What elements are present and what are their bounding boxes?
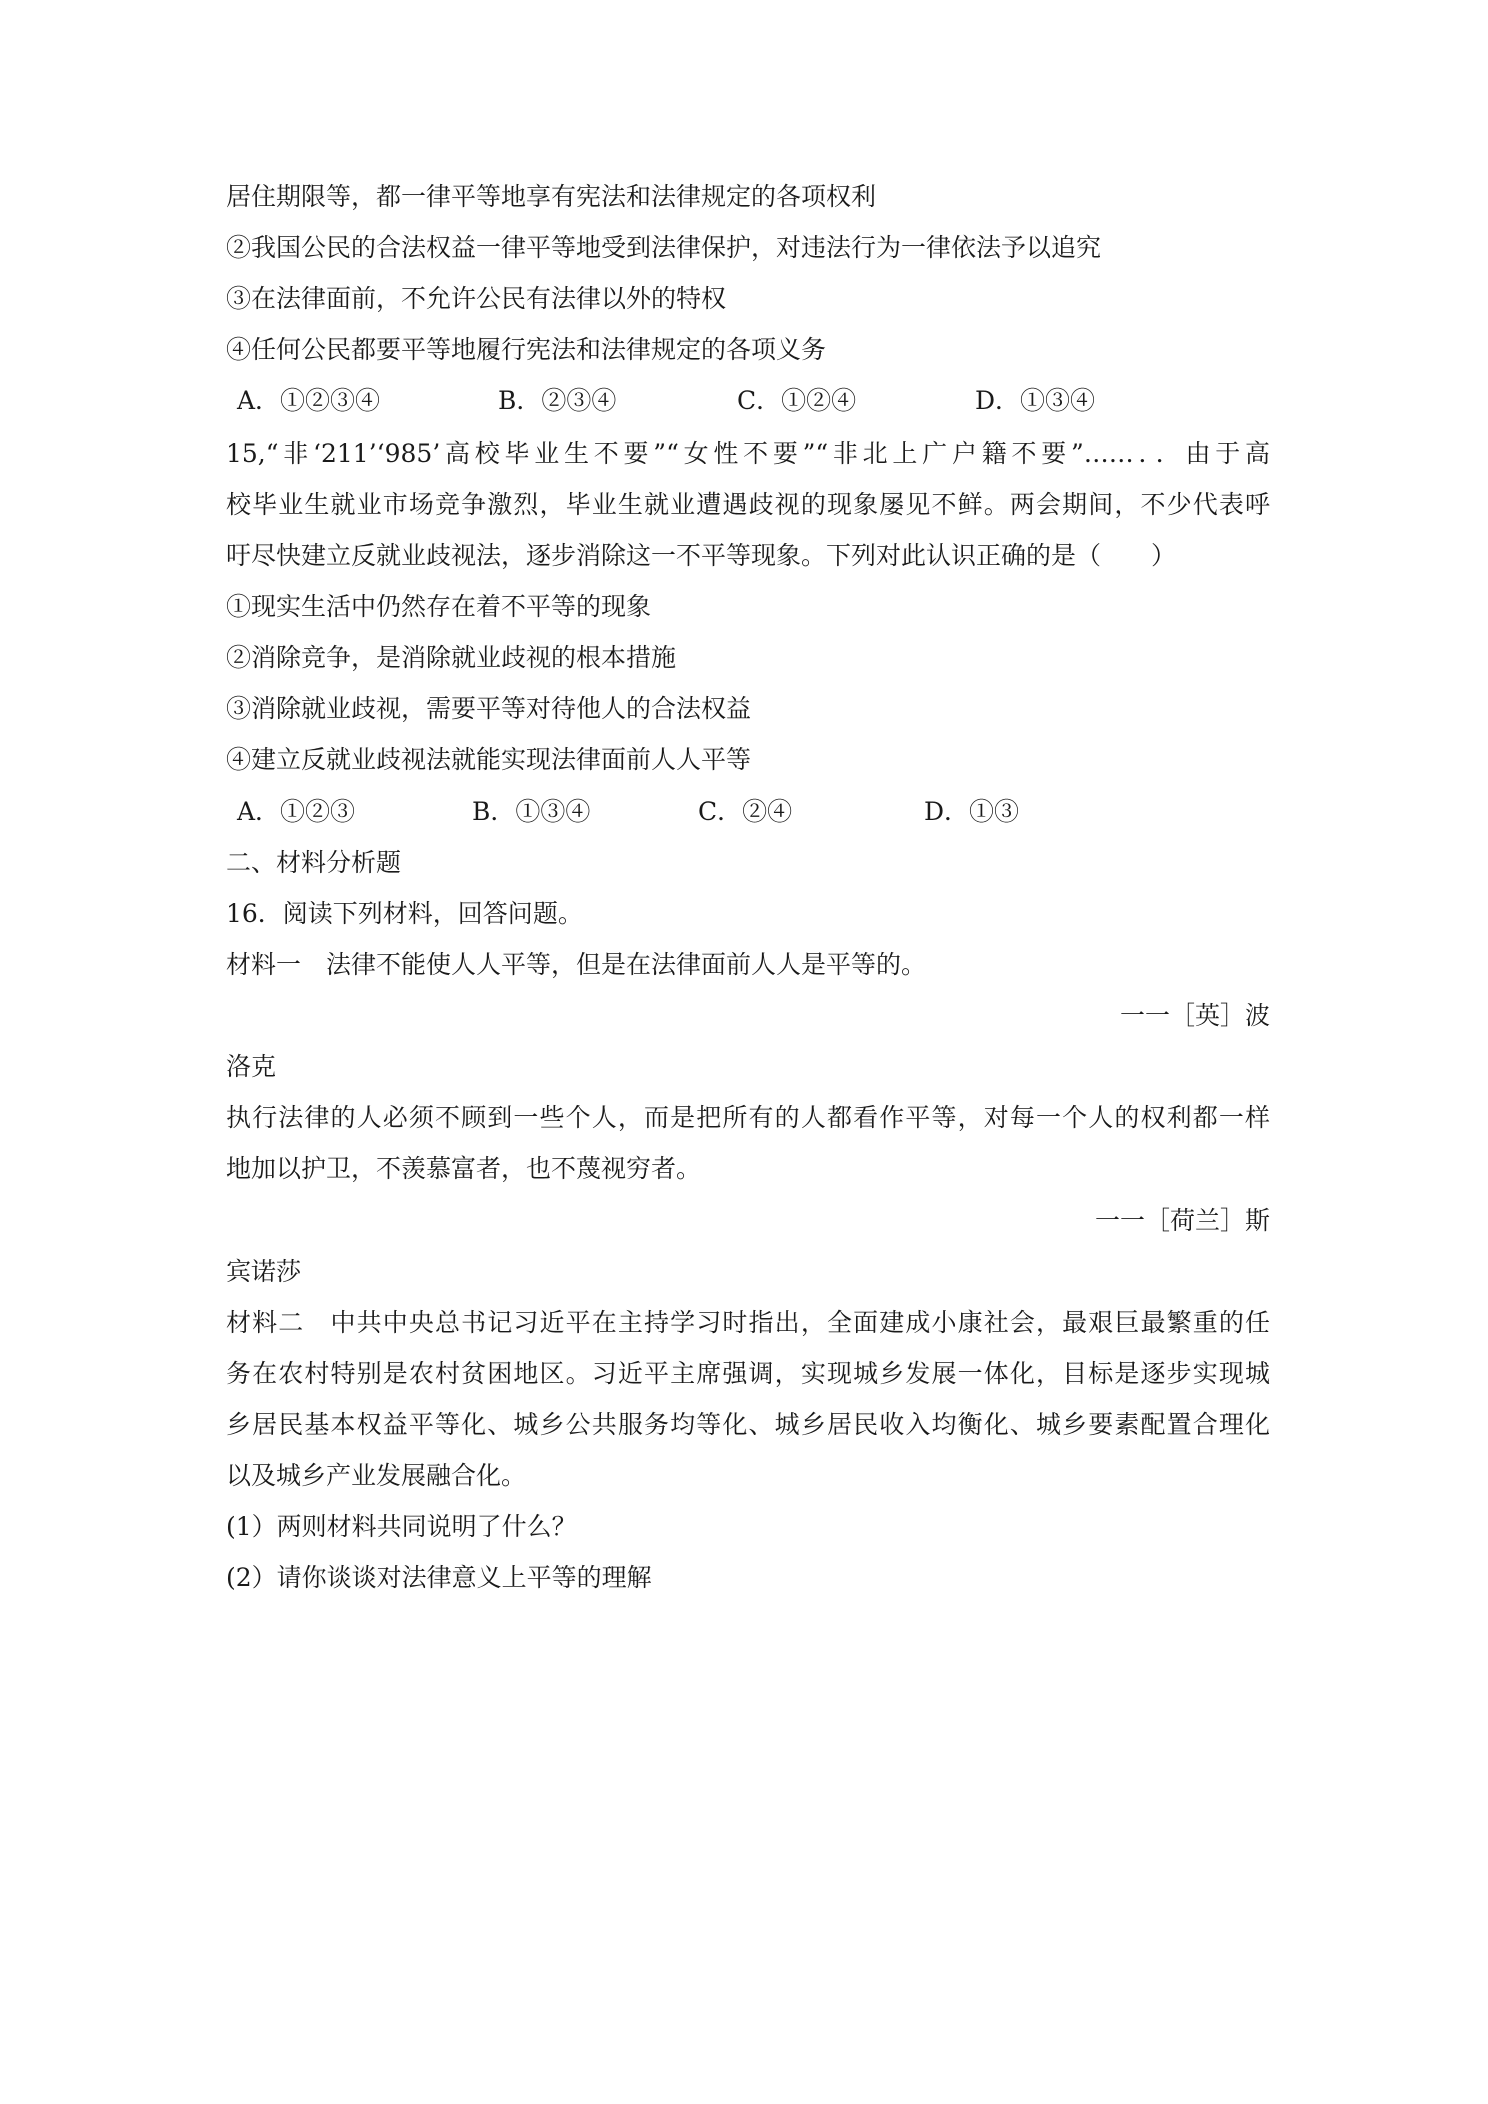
q16-material-2-line-1: 材料二 中共中央总书记习近平在主持学习时指出，全面建成小康社会，最艰巨最繁重的任: [226, 1308, 1270, 1337]
q15-stem-line-1: 15,“非‘211’‘985’高校毕业生不要”“女性不要”“非北上广户籍不要”……．．由于高: [226, 439, 1270, 468]
q14-option-c: C．①②④: [737, 386, 857, 415]
q14-statement-2: ②我国公民的合法权益一律平等地受到法律保护，对违法行为一律依法予以追究: [226, 233, 1102, 262]
q15-statement-4: ④建立反就业歧视法就能实现法律面前人人平等: [226, 745, 752, 774]
q14-statement-4: ④任何公民都要平等地履行宪法和法律规定的各项义务: [226, 335, 827, 364]
q16-intro: 16．阅读下列材料，回答问题。: [226, 899, 583, 928]
q15-stem-line-3: 吁尽快建立反就业歧视法，逐步消除这一不平等现象。下列对此认识正确的是（ ）: [226, 541, 1177, 570]
section-heading: 二、材料分析题: [226, 848, 402, 877]
q14-option-b: B．②③④: [498, 386, 617, 415]
q16-quote-2-line-2: 地加以护卫，不羡慕富者，也不蔑视穷者。: [226, 1154, 702, 1183]
q16-material-2-line-4: 以及城乡产业发展融合化。: [226, 1461, 527, 1490]
q16-attribution-1-part-1: 一一［英］波: [1119, 1001, 1270, 1030]
q14-statement-3: ③在法律面前，不允许公民有法律以外的特权: [226, 284, 727, 313]
q15-stem-line-2: 校毕业生就业市场竞争激烈，毕业生就业遭遇歧视的现象屡见不鲜。两会期间，不少代表呼: [226, 490, 1270, 519]
q14-option-d: D．①③④: [975, 386, 1096, 415]
q14-option-a: A．①②③④: [237, 386, 381, 415]
q15-option-a: A．①②③: [237, 797, 356, 826]
q16-subquestion-1: (1）两则材料共同说明了什么？: [226, 1512, 577, 1541]
q14-statement-1-continued: 居住期限等，都一律平等地享有宪法和法律规定的各项权利: [226, 182, 877, 211]
q16-attribution-2-part-2: 宾诺莎: [226, 1257, 302, 1286]
q15-statement-2: ②消除竞争，是消除就业歧视的根本措施: [226, 643, 677, 672]
q16-attribution-2-part-1: 一一［荷兰］斯: [1094, 1206, 1270, 1235]
q15-option-c: C．②④: [698, 797, 793, 826]
q16-material-2-line-2: 务在农村特别是农村贫困地区。习近平主席强调，实现城乡发展一体化，目标是逐步实现城: [226, 1359, 1270, 1388]
q16-subquestion-2: (2）请你谈谈对法律意义上平等的理解: [226, 1563, 652, 1592]
q16-material-1: 材料一 法律不能使人人平等，但是在法律面前人人是平等的。: [226, 950, 927, 979]
q16-material-2-line-3: 乡居民基本权益平等化、城乡公共服务均等化、城乡居民收入均衡化、城乡要素配置合理化: [226, 1410, 1270, 1439]
q16-quote-2-line-1: 执行法律的人必须不顾到一些个人，而是把所有的人都看作平等，对每一个人的权利都一样: [226, 1103, 1270, 1132]
q15-statement-1: ①现实生活中仍然存在着不平等的现象: [226, 592, 652, 621]
q15-statement-3: ③消除就业歧视，需要平等对待他人的合法权益: [226, 694, 752, 723]
q15-option-d: D．①③: [924, 797, 1020, 826]
q16-attribution-1-part-2: 洛克: [226, 1052, 277, 1081]
q15-option-b: B．①③④: [472, 797, 591, 826]
